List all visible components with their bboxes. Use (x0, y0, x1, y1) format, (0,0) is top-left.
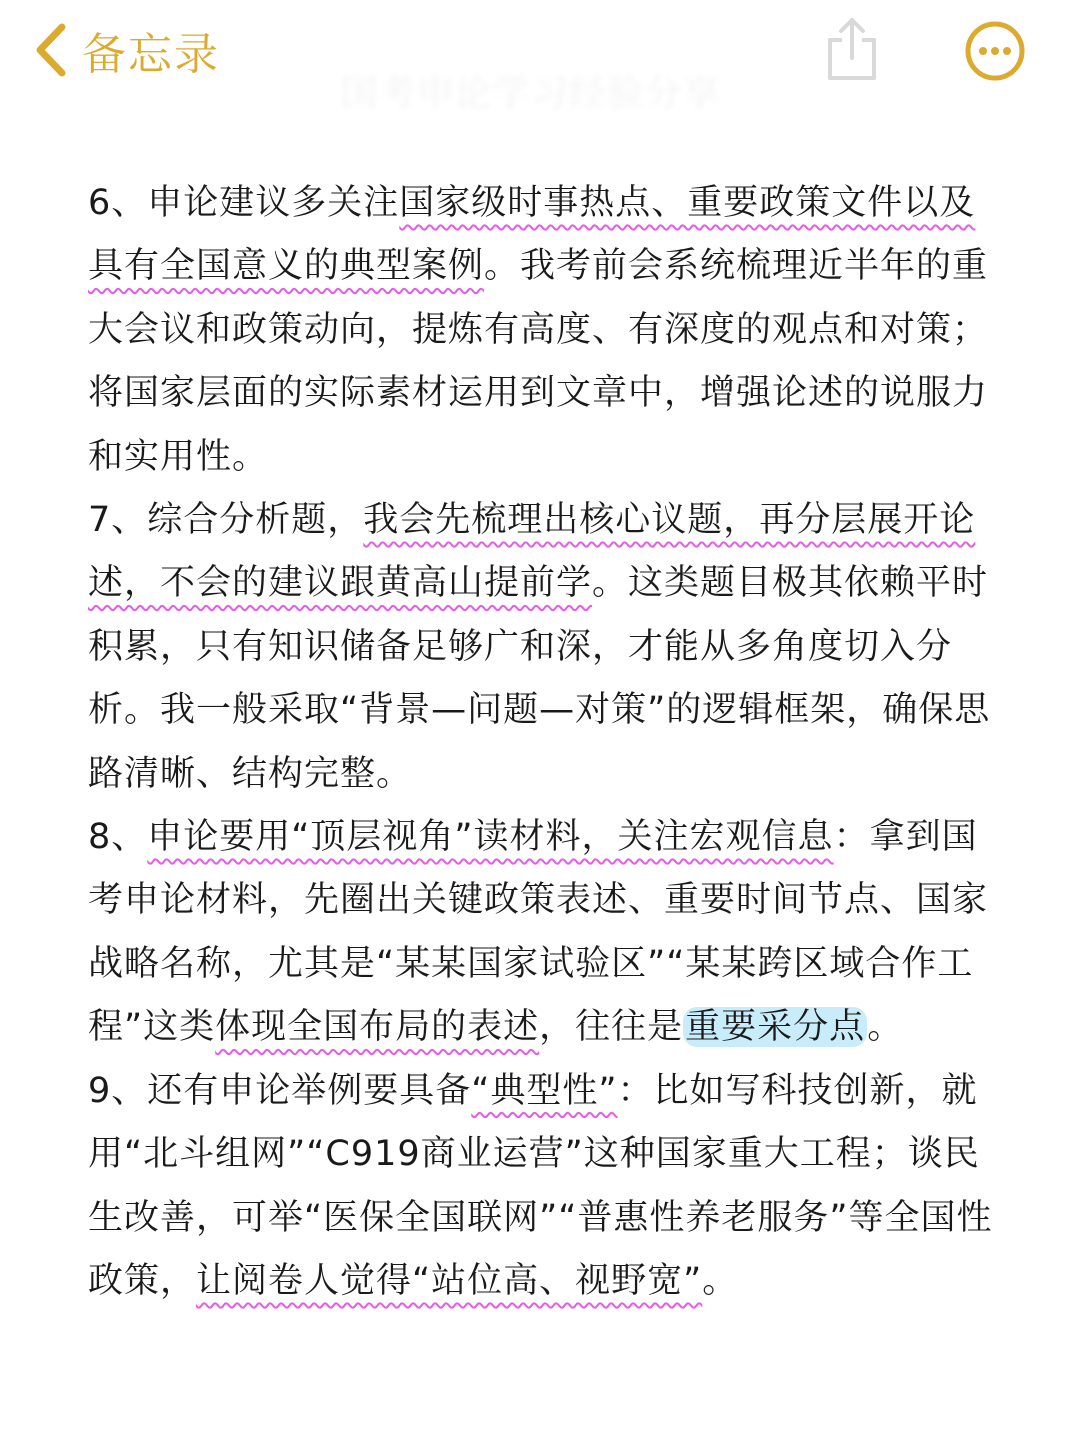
chevron-left-icon (28, 18, 72, 82)
note-paragraph (88, 1060, 1008, 1314)
wavy-underlined-text: 我会先梳理出核心议题，再分层展开论述，不会的建议跟黄高山提前学 (88, 500, 976, 604)
back-label: 备忘录 (82, 29, 220, 80)
wavy-underlined-text: “典型性” (471, 1070, 618, 1111)
wavy-underlined-text: 体现全国布局的表述 (215, 1007, 540, 1048)
paragraph-text: 。我考前会系统梳理近半年的重大会议和政策动向，提炼有高度、有深度的观点和对策；将国家层面的实际素材运用到文章中，增强论述的说服力和实用性。 (88, 246, 989, 477)
paragraph-text: 。这类题目极其依赖平时积累，只有知识储备足够广和深，才能从多角度切入分析。我一般采取“背景—问题—对策”的逻辑框架，确保思路清晰、结构完整。 (88, 563, 991, 794)
paragraph-text: 。 (867, 1007, 904, 1048)
paragraph-text: ：比如写科技创新，就用“北斗组网”“C919商业运营”这种国家重大工程；谈民生改善，可举“医保全国联网”“普惠性养老服务”等全国性政策， (88, 1070, 993, 1301)
share-button[interactable] (822, 14, 882, 84)
note-paragraph (88, 806, 1008, 1060)
note-body[interactable] (88, 172, 1008, 1313)
wavy-underlined-text: 国家级时事热点、重要政策文件以及具有全国意义的典型案例 (88, 183, 976, 287)
wavy-underlined-text: 申论要用“顶层视角”读材料，关注宏观信息 (147, 817, 834, 858)
more-icon (964, 67, 1026, 86)
note-paragraph (88, 172, 1008, 489)
paragraph-text: 7、综合分析题， (88, 500, 364, 541)
highlighted-text: 重要采分点 (685, 1007, 866, 1048)
paragraph-text: 。 (702, 1260, 739, 1301)
paragraph-text: 9、还有申论举例要具备 (88, 1070, 472, 1111)
wavy-underlined-text: 让阅卷人觉得“站位高、视野宽” (196, 1260, 703, 1301)
share-icon (822, 69, 882, 88)
note-title-faded: 国考申论学习经验分享 (340, 71, 721, 115)
paragraph-text: 6、申论建议多关注 (88, 183, 400, 223)
note-paragraph (88, 489, 1008, 806)
navigation-bar (0, 0, 1080, 120)
paragraph-text: 8、 (88, 817, 148, 858)
more-options-button[interactable] (964, 20, 1026, 82)
paragraph-text: ，往往是 (539, 1007, 684, 1048)
back-button[interactable] (28, 18, 220, 82)
paragraph-text: ：拿到国考申论材料，先圈出关键政策表述、重要时间节点、国家战略名称，尤其是“某某国家试验区”“某某跨区域合作工程”这类 (88, 817, 989, 1048)
